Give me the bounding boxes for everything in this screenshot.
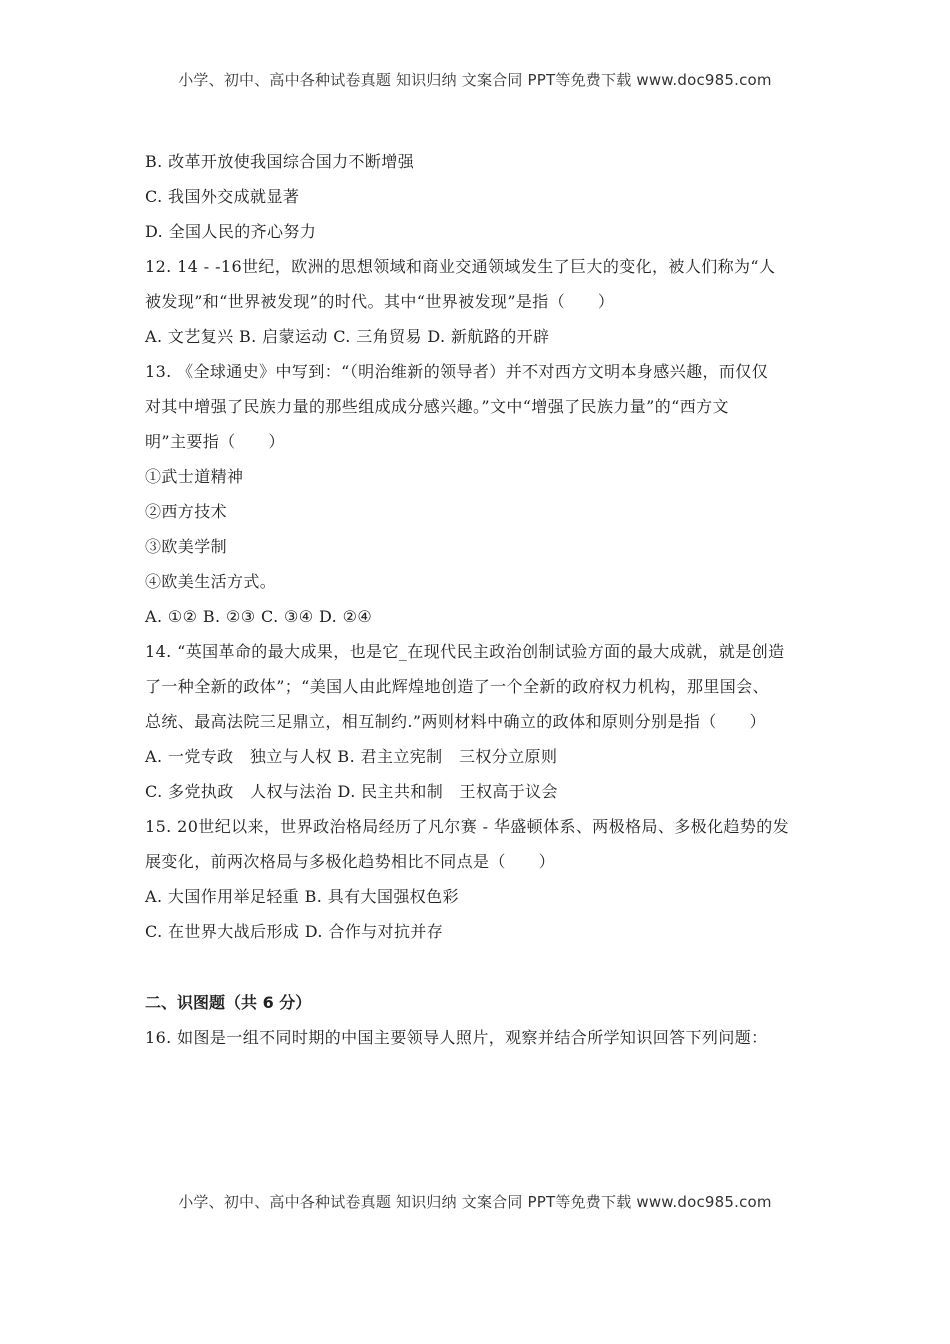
- section-2-title: 二、识图题（共 6 分）: [145, 993, 312, 1012]
- q11-option-d: D. 全国人民的齐心努力: [145, 222, 317, 241]
- q14-options-ab: A. 一党专政 独立与人权 B. 君主立宪制 三权分立原则: [145, 747, 558, 766]
- q13-item-2: ②西方技术: [145, 502, 228, 521]
- q13-item-1: ①武士道精神: [145, 467, 244, 486]
- q15-stem-line-2: 展变化，前两次格局与多极化趋势相比不同点是（ ）: [145, 852, 556, 871]
- q13-item-3: ③欧美学制: [145, 537, 228, 556]
- q13-item-4: ④欧美生活方式。: [145, 572, 277, 591]
- q13-stem-line-2: 对其中增强了民族力量的那些组成成分感兴趣。”文中“增强了民族力量”的“西方文: [145, 397, 729, 416]
- q15-options-ab: A. 大国作用举足轻重 B. 具有大国强权色彩: [145, 887, 459, 906]
- q12-stem-line-1: 12. 14 - -16世纪，欧洲的思想领域和商业交通领域发生了巨大的变化，被人们称为“人: [145, 257, 776, 276]
- q13-options: A. ①② B. ②③ C. ③④ D. ②④: [145, 607, 373, 626]
- q11-option-c: C. 我国外交成就显著: [145, 187, 300, 206]
- q14-stem-line-2: 了一种全新的政体”；“美国人由此辉煌地创造了一个全新的政府权力机构，那里国会、: [145, 677, 769, 696]
- q16-stem: 16. 如图是一组不同时期的中国主要领导人照片，观察并结合所学知识回答下列问题：: [145, 1028, 768, 1047]
- q12-options: A. 文艺复兴 B. 启蒙运动 C. 三角贸易 D. 新航路的开辟: [145, 327, 550, 346]
- page-footer: 小学、初中、高中各种试卷真题 知识归纳 文案合同 PPT等免费下载 www.doc985.com: [178, 1193, 772, 1211]
- page-header: 小学、初中、高中各种试卷真题 知识归纳 文案合同 PPT等免费下载 www.doc985.com: [178, 71, 772, 89]
- q14-stem-line-1: 14. “英国革命的最大成果，也是它_在现代民主政治创制试验方面的最大成就，就是创造: [145, 642, 785, 661]
- q13-stem-line-3: 明”主要指（ ）: [145, 432, 285, 451]
- q15-stem-line-1: 15. 20世纪以来，世界政治格局经历了凡尔赛 - 华盛顿体系、两极格局、多极化趋势的发: [145, 817, 790, 836]
- q14-stem-line-3: 总统、最高法院三足鼎立，相互制约.”两则材料中确立的政体和原则分别是指（ ）: [145, 712, 766, 731]
- page-content: [145, 144, 815, 1055]
- q11-option-b: B. 改革开放使我国综合国力不断增强: [145, 152, 415, 171]
- section-spacer: [145, 949, 815, 985]
- q13-stem-line-1: 13. 《全球通史》中写到：“（明治维新的领导者）并不对西方文明本身感兴趣，而仅仅: [145, 362, 769, 381]
- q14-options-cd: C. 多党执政 人权与法治 D. 民主共和制 王权高于议会: [145, 782, 558, 801]
- q12-stem-line-2: 被发现”和“世界被发现”的时代。其中“世界被发现”是指（ ）: [145, 292, 615, 311]
- q15-options-cd: C. 在世界大战后形成 D. 合作与对抗并存: [145, 922, 444, 941]
